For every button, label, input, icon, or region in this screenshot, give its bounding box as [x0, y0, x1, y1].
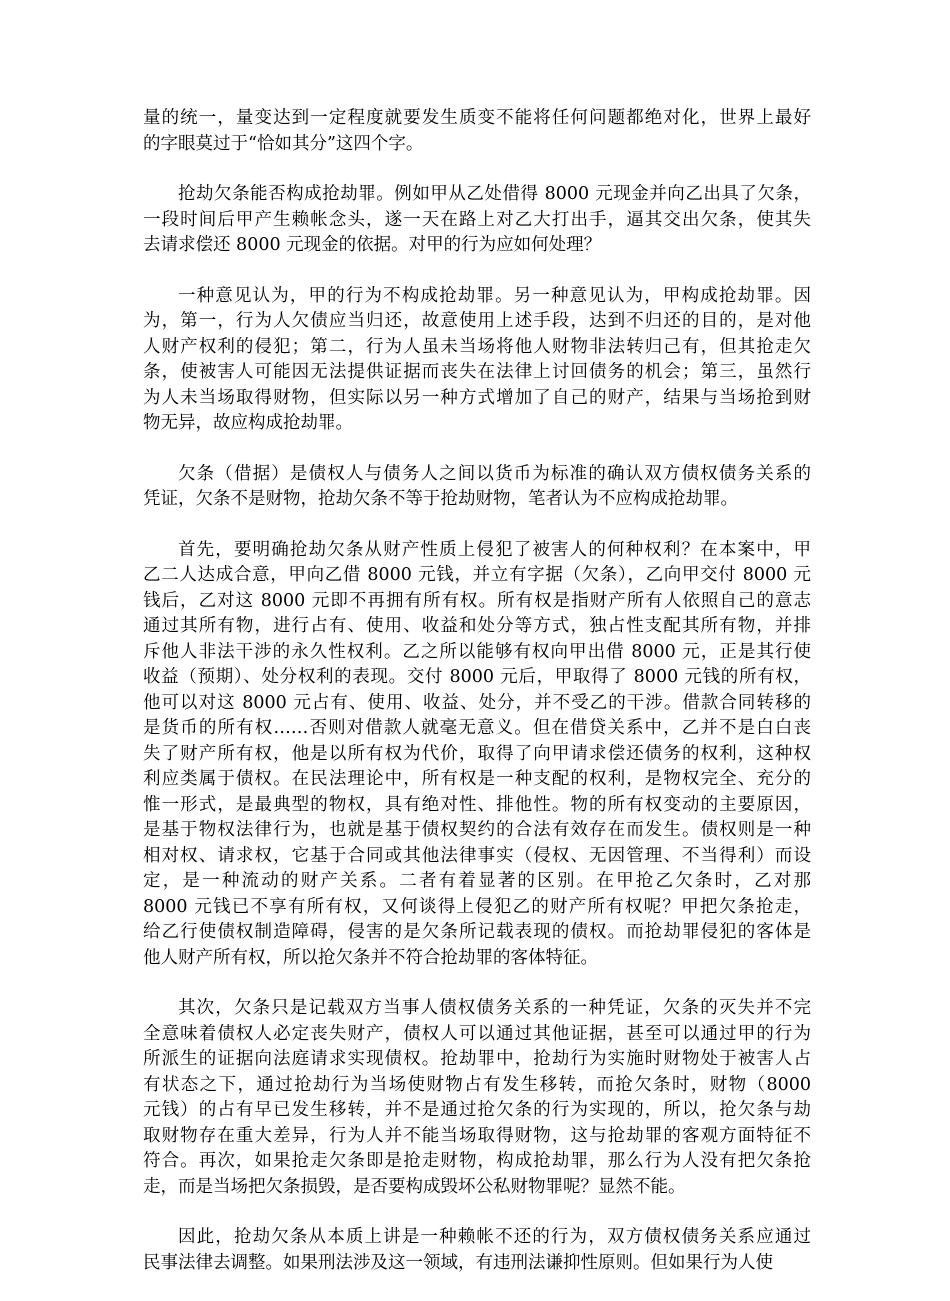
text-line: 定，是一种流动的财产关系。二者有着显著的区别。在甲抢乙欠条时，乙对那 [143, 871, 811, 891]
text-line: 因此，抢劫欠条从本质上讲是一种赖帐不还的行为，双方债权债务关系应通过 [178, 1227, 811, 1247]
text-line: 失了财产所有权，他是以所有权为代价，取得了向甲请求偿还债务的权利，这种权 [143, 743, 811, 764]
text-line: 为人未当场取得财物，但实际以另一种方式增加了自己的财产，结果与当场抢到财 [143, 387, 811, 408]
paragraph [143, 284, 811, 437]
text-line: 取财物存在重大差异，行为人并不能当场取得财物，这与抢劫罪的客观方面特征不 [143, 1125, 811, 1146]
text-line: 为，第一，行为人欠债应当归还，故意使用上述手段，达到不归还的目的，是对他 [143, 311, 811, 331]
text-line: 斥他人非法干涉的永久性权利。乙之所以能够有权向甲出借 8000 元，正是其行使 [143, 641, 811, 662]
paragraph [143, 1225, 811, 1276]
text-line: 是基于物权法律行为，也就是基于债权契约的合法有效存在而发生。债权则是一种 [143, 820, 811, 840]
text-line: 相对权、请求权，它基于合同或其他法律事实（侵权、无因管理、不当得利）而设 [143, 845, 811, 866]
text-line: 所派生的证据向法庭请求实现债权。抢劫罪中，抢劫行为实施时财物处于被害人占 [143, 1049, 811, 1069]
text-line: 其次，欠条只是记载双方当事人债权债务关系的一种凭证，欠条的灭失并不完 [178, 998, 811, 1018]
text-line: 去请求偿还 8000 元现金的依据。对甲的行为应如何处理？ [143, 235, 602, 255]
document-page [143, 106, 811, 1301]
paragraph [143, 182, 811, 259]
text-line: 符合。再次，如果抢走欠条即是抢走财物，构成抢劫罪，那么行为人没有把欠条抢 [143, 1151, 811, 1171]
text-line: 惟一形式，是最典型的物权，具有绝对性、排他性。物的所有权变动的主要原因， [143, 794, 811, 815]
text-line: 首先，要明确抢劫欠条从财产性质上侵犯了被害人的何种权利？在本案中，甲 [178, 539, 811, 560]
text-line: 民事法律去调整。如果刑法涉及这一领域，有违刑法谦抑性原则。但如果行为人使 [143, 1252, 773, 1273]
text-line: 全意味着债权人必定丧失财产，债权人可以通过其他证据，甚至可以通过甲的行为 [143, 1023, 811, 1044]
text-line: 给乙行使债权制造障碍，侵害的是欠条所记载表现的债权。而抢劫罪侵犯的客体是 [143, 922, 811, 942]
text-line: 的字眼莫过于“恰如其分”这四个字。 [143, 133, 424, 154]
text-line: 元钱）的占有早已发生移转，并不是通过抢欠条的行为实现的，所以，抢欠条与劫 [143, 1100, 811, 1120]
text-line: 量的统一，量变达到一定程度就要发生质变不能将任何问题都绝对化，世界上最好 [143, 108, 811, 128]
text-line: 欠条（借据）是债权人与债务人之间以货币为标准的确认双方债权债务关系的 [178, 463, 811, 484]
text-line: 物无异，故应构成抢劫罪。 [143, 413, 353, 433]
text-line: 凭证，欠条不是财物，抢劫欠条不等于抢劫财物，笔者认为不应构成抢劫罪。 [143, 489, 738, 509]
text-line: 收益（预期）、处分权利的表现。交付 8000 元后，甲取得了 8000 元钱的所有权， [143, 667, 811, 687]
text-line: 通过其所有物，进行占有、使用、收益和处分等方式，独占性支配其所有物，并排 [143, 616, 811, 636]
text-line: 他人财产所有权，所以抢欠条并不符合抢劫罪的客体特征。 [143, 947, 598, 968]
text-line: 一段时间后甲产生赖帐念头，遂一天在路上对乙大打出手，逼其交出欠条，使其失 [143, 209, 811, 230]
text-line: 钱后，乙对这 8000 元即不再拥有所有权。所有权是指财产所有人依照自己的意志 [143, 590, 811, 611]
text-line: 他可以对这 8000 元占有、使用、收益、处分，并不受乙的干涉。借款合同转移的 [143, 692, 811, 713]
text-line: 条，使被害人可能因无法提供证据而丧失在法律上讨回债务的机会；第三，虽然行 [143, 362, 811, 382]
text-line: 人财产权利的侵犯；第二，行为人虽未当场将他人财物非法转归己有，但其抢走欠 [143, 336, 811, 357]
paragraph [143, 996, 811, 1200]
text-line: 一种意见认为，甲的行为不构成抢劫罪。另一种意见认为，甲构成抢劫罪。因 [178, 285, 811, 306]
text-line: 利应类属于债权。在民法理论中，所有权是一种支配的权利，是物权完全、充分的 [143, 769, 811, 789]
paragraph [143, 538, 811, 972]
text-line: 是货币的所有权……否则对借款人就毫无意义。但在借贷关系中，乙并不是白白丧 [143, 718, 811, 738]
paragraph [143, 462, 811, 513]
text-line: 走，而是当场把欠条损毁，是否要构成毁坏公私财物罪呢？显然不能。 [143, 1176, 686, 1197]
text-line: 乙二人达成合意，甲向乙借 8000 元钱，并立有字据（欠条），乙向甲交付 8000 元 [143, 565, 811, 585]
text-line: 8000 元钱已不享有所有权，又何谈得上侵犯乙的财产所有权呢？甲把欠条抢走， [143, 896, 811, 917]
paragraph [143, 106, 811, 157]
text-line: 有状态之下，通过抢劫行为当场使财物占有发生移转，而抢欠条时，财物（8000 [143, 1074, 811, 1095]
text-line: 抢劫欠条能否构成抢劫罪。例如甲从乙处借得 8000 元现金并向乙出具了欠条， [178, 184, 811, 204]
